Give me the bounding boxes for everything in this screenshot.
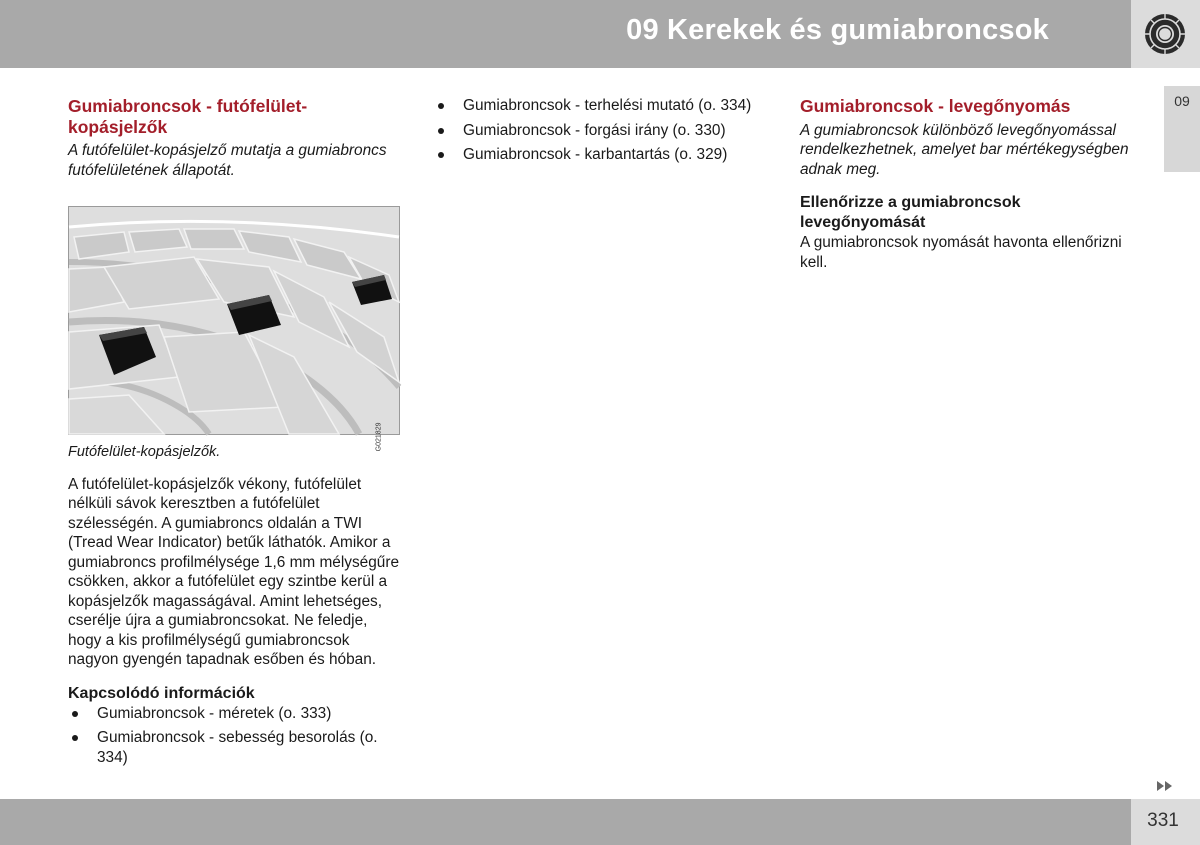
- tire-tread-illustration: [69, 207, 399, 434]
- related-link[interactable]: Gumiabroncsok - forgási irány (o. 330): [434, 121, 764, 141]
- air-pressure-body: A gumiabroncsok nyomását havonta ellenőrizni kell.: [800, 234, 1122, 271]
- tread-wear-intro: A futófelület-kopásjelző mutatja a gumiabroncs futófelületének állapotát.: [68, 142, 387, 179]
- related-link[interactable]: Gumiabroncsok - terhelési mutató (o. 334): [434, 96, 764, 116]
- chapter-icon-box: [1131, 0, 1200, 68]
- double-chevron-right-icon[interactable]: [1157, 778, 1173, 796]
- page-number: 331: [1147, 810, 1179, 831]
- footer-band: [0, 799, 1131, 845]
- chapter-title: 09 Kerekek és gumiabroncsok: [626, 14, 1049, 46]
- column-related-continued: [434, 96, 764, 170]
- chapter-side-tab[interactable]: [1164, 86, 1200, 172]
- tread-wear-body: A futófelület-kopásjelzők vékony, futófelület nélküli sávok keresztben a futófelület szélességén. A gumiabroncs oldalán a TWI (Tread Wear Indicator) betűk láthatók. Amikor a gumiabroncs profilmélysége 1,6 mm mélységűre csökken, akkor a futófelület egy szintbe kerül a kopásjelzők magasságával. Amint lehetséges, cserélje újra a gumiabroncsokat. Ne feledje, hogy a kis profilmélységű gumiabroncsok nagyon gyengén tapadnak esőben és hóban.: [68, 475, 400, 668]
- related-link[interactable]: Gumiabroncsok - karbantartás (o. 329): [434, 145, 764, 165]
- figure-caption: Futófelület-kopásjelzők.: [68, 444, 221, 460]
- header-band: [0, 0, 1131, 68]
- column-tread-wear: [68, 96, 402, 772]
- tread-wear-figure: [68, 206, 400, 451]
- side-tab-label: 09: [1174, 93, 1190, 109]
- column-air-pressure: [800, 96, 1136, 272]
- section-heading-air-pressure: Gumiabroncsok - levegőnyomás: [800, 96, 1071, 116]
- related-list: [68, 704, 402, 768]
- tire-icon: [1142, 11, 1188, 57]
- footer-page-box: [1131, 799, 1200, 845]
- section-heading-tread-wear: Gumiabroncsok - futófelület-kopásjelzők: [68, 96, 308, 137]
- related-list-continued: [434, 96, 764, 165]
- related-info-heading: Kapcsolódó információk: [68, 684, 255, 702]
- check-pressure-heading: Ellenőrizze a gumiabroncsok levegőnyomását: [800, 194, 1021, 231]
- figure-code: G021829: [375, 422, 383, 451]
- air-pressure-intro: A gumiabroncsok különböző levegőnyomással rendelkezhetnek, amelyet bar mértékegységben adnak meg.: [800, 121, 1129, 178]
- related-link[interactable]: Gumiabroncsok - méretek (o. 333): [68, 704, 402, 724]
- related-link[interactable]: Gumiabroncsok - sebesség besorolás (o. 334): [68, 728, 402, 767]
